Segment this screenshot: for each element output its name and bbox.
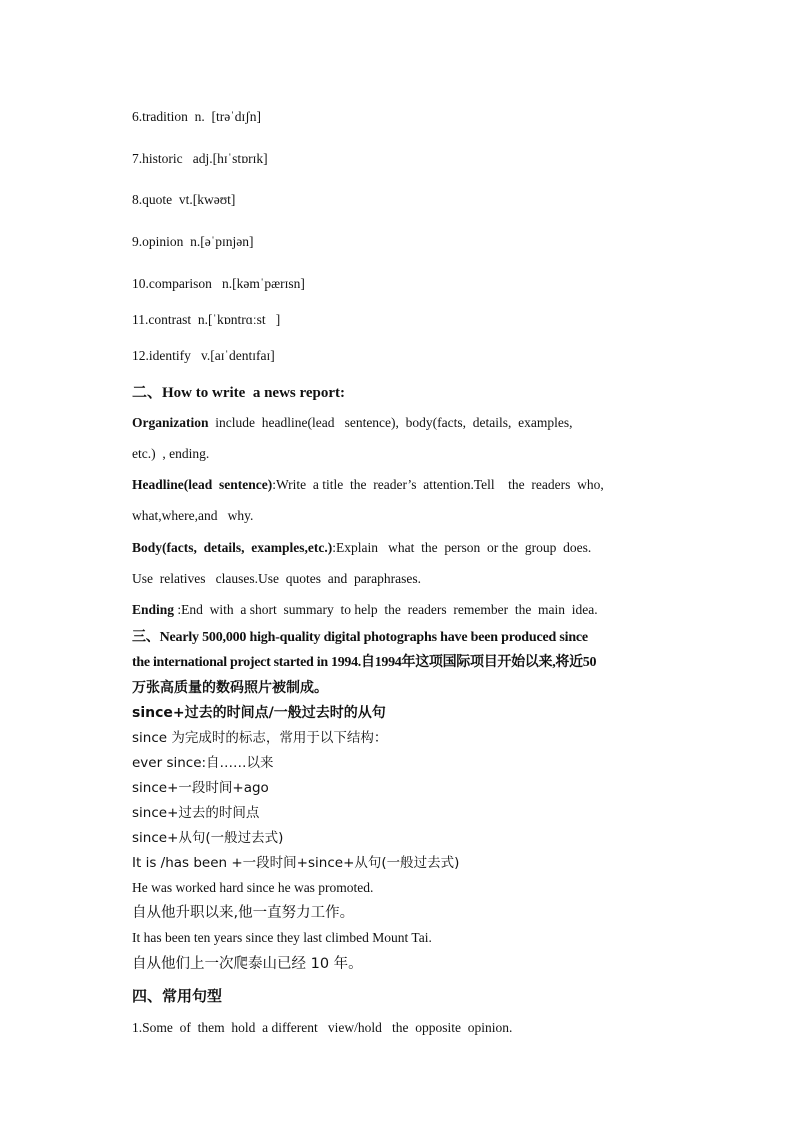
section2-heading-text: How to write a news report: — [162, 385, 346, 401]
organization-paragraph — [132, 414, 573, 432]
section4-sentence-1: 1.Some of them hold a different view/hold the opposite opinion. — [132, 1020, 513, 1035]
since-structure-2: since+一段时间+ago — [132, 780, 269, 796]
example2-chinese: 自从他们上一次爬泰山已经 10 年。 — [132, 956, 363, 972]
since-structure-4: since+从句(一般过去式) — [132, 830, 284, 846]
section3-line1: 三、Nearly 500,000 high-quality digital photographs have been produced since — [132, 630, 588, 645]
vocab-item-tradition: 6.tradition n. [trəˈdɪʃn] — [132, 109, 261, 124]
ending-text: :End with a short summary to help the readers remember the main idea. — [174, 602, 598, 617]
since-structure-5: It is /has been +一段时间+since+从句(一般过去式) — [132, 855, 460, 871]
headline-text-cont: what,where,and why. — [132, 508, 254, 523]
organization-label: Organization — [132, 415, 209, 430]
example1-english: He was worked hard since he was promoted. — [132, 880, 374, 895]
vocab-item-contrast: 11.contrast n.[ˈkɒntrɑːst ] — [132, 312, 281, 327]
section3-line2: the international project started in 1994.自1994年这项国际项目开始以来,将近50 — [132, 655, 597, 670]
section4-heading: 四、常用句型 — [132, 987, 223, 1005]
section2-heading-number: 二、 — [132, 383, 163, 401]
headline-label: Headline(lead sentence) — [132, 477, 273, 492]
pattern-title: since+过去的时间点/一般过去时的从句 — [132, 705, 386, 721]
since-structure-1: ever since:自……以来 — [132, 755, 274, 771]
organization-text: include headline(lead sentence), body(facts, details, examples, — [208, 415, 573, 430]
ending-label: Ending — [132, 602, 175, 617]
section2-heading — [132, 383, 345, 402]
vocab-item-historic: 7.historic adj.[hɪˈstɒrɪk] — [132, 151, 268, 166]
headline-text: :Write a title the reader’s attention.Tell the readers who, — [272, 477, 604, 492]
example1-chinese: 自从他升职以来,他一直努力工作。 — [132, 905, 355, 921]
body-label: Body(facts, details, examples,etc.) — [132, 540, 333, 555]
body-text: :Explain what the person or the group does. — [332, 540, 592, 555]
vocab-item-comparison: 10.comparison n.[kəmˈpærɪsn] — [132, 276, 305, 291]
section3-line3: 万张高质量的数码照片被制成。 — [132, 680, 328, 696]
headline-paragraph — [132, 476, 604, 494]
organization-text-cont: etc.) , ending. — [132, 446, 210, 461]
example2-english: It has been ten years since they last climbed Mount Tai. — [132, 930, 432, 945]
vocab-item-identify: 12.identify v.[aɪˈdentɪfaɪ] — [132, 348, 275, 363]
since-note: since 为完成时的标志，常用于以下结构： — [132, 730, 388, 746]
body-text-cont: Use relatives clauses.Use quotes and paraphrases. — [132, 571, 422, 586]
since-structure-3: since+过去的时间点 — [132, 805, 260, 821]
ending-paragraph — [132, 601, 598, 619]
vocab-item-quote: 8.quote vt.[kwəʊt] — [132, 192, 236, 207]
vocab-item-opinion: 9.opinion n.[əˈpɪnjən] — [132, 234, 254, 249]
body-paragraph — [132, 539, 591, 557]
